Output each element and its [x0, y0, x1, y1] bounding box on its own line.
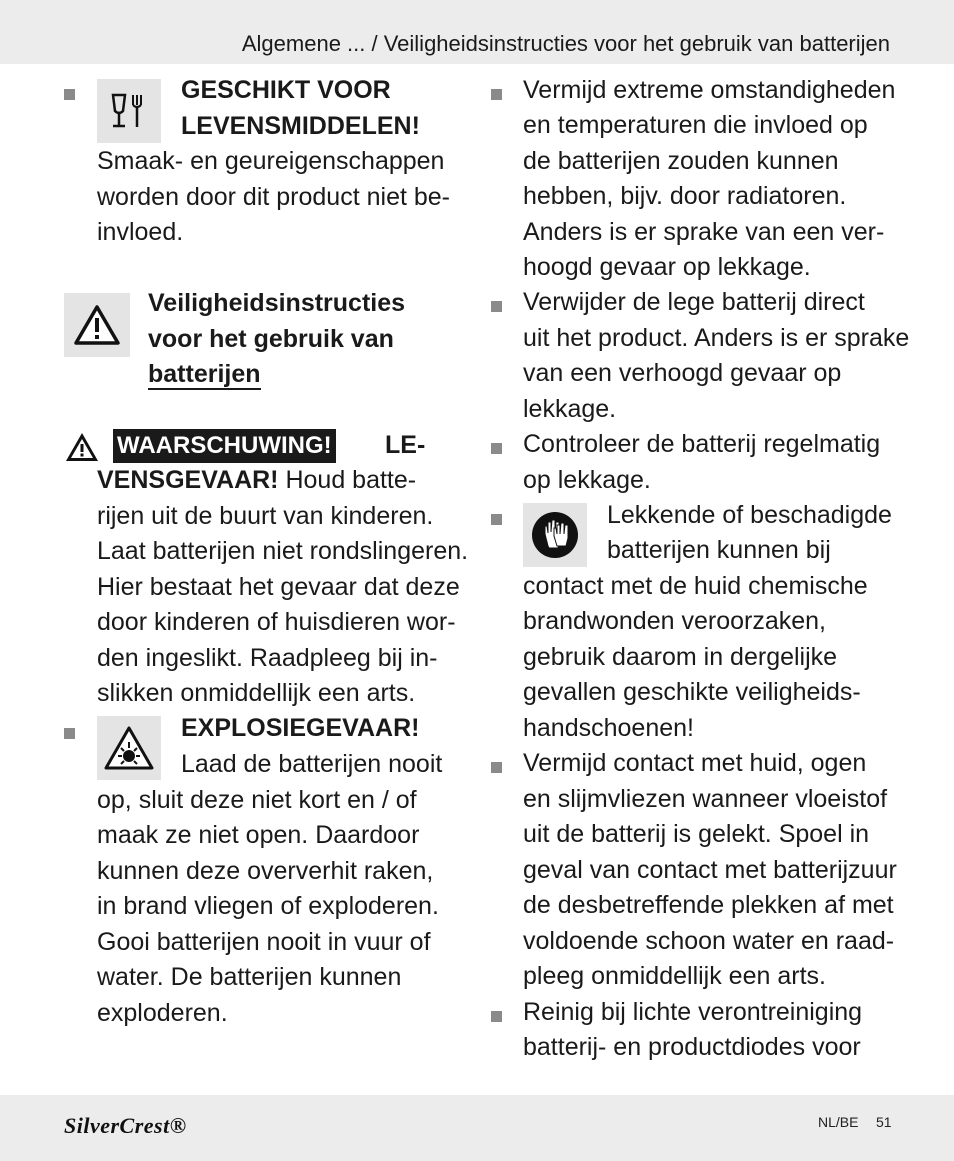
list-item-line: batterijen kunnen bij	[607, 536, 831, 564]
section-title-line: Veiligheidsinstructies	[148, 289, 406, 317]
list-item-line: Reinig bij lichte verontreiniging	[523, 998, 863, 1026]
list-item-line: de batterijen zouden kunnen	[523, 147, 839, 175]
explosion-body-line: op, sluit deze niet kort en / of	[97, 786, 417, 814]
list-item-line: de desbetreffende plekken af met	[523, 891, 894, 919]
bullet	[64, 728, 75, 739]
warning-line-tail: LE-	[385, 431, 426, 459]
bullet	[491, 762, 502, 773]
food-safe-title-line: GESCHIKT VOOR	[181, 76, 391, 104]
explosion-body-line: maak ze niet open. Daardoor	[97, 821, 420, 849]
list-item-line: contact met de huid chemische	[523, 572, 868, 600]
bullet	[491, 301, 502, 312]
list-item-line: batterij- en productdiodes voor	[523, 1033, 861, 1061]
page-number: 51	[876, 1114, 892, 1130]
explosion-body-line: water. De batterijen kunnen	[97, 963, 402, 991]
list-item-line: uit de batterij is gelekt. Spoel in	[523, 820, 870, 848]
list-item-line: Lekkende of beschadigde	[607, 501, 892, 529]
bullet	[64, 89, 75, 100]
list-item-line: geval van contact met batterijzuur	[523, 856, 897, 884]
language-code: NL/BE	[818, 1114, 859, 1130]
warning-body-line: rijen uit de buurt van kinderen.	[97, 502, 434, 530]
list-item-line: brandwonden veroorzaken,	[523, 607, 826, 635]
warning-label: WAARSCHUWING!	[113, 429, 336, 463]
explosion-body-line: exploderen.	[97, 999, 228, 1027]
list-item-line: Anders is er sprake van een ver-	[523, 218, 885, 246]
explosion-body-line: Gooi batterijen nooit in vuur of	[97, 928, 431, 956]
list-item-line: Verwijder de lege batterij direct	[523, 288, 865, 316]
list-item-line: en temperaturen die invloed op	[523, 111, 868, 139]
list-item-line: hoogd gevaar op lekkage.	[523, 253, 811, 281]
list-item-line: lekkage.	[523, 395, 617, 423]
explosion-body-line: in brand vliegen of exploderen.	[97, 892, 439, 920]
food-safe-icon	[97, 79, 161, 143]
bullet	[491, 443, 502, 454]
list-item-line: voldoende schoon water en raad-	[523, 927, 895, 955]
warning-body-line: slikken onmiddellijk een arts.	[97, 679, 416, 707]
list-item-line: uit het product. Anders is er sprake	[523, 324, 910, 352]
warning-line: VENSGEVAAR! Houd batte-	[97, 466, 417, 494]
warning-triangle-icon	[64, 293, 130, 357]
list-item-line: op lekkage.	[523, 466, 651, 494]
list-item-line: Controleer de batterij regelmatig	[523, 430, 881, 458]
list-item-line: gebruik daarom in dergelijke	[523, 643, 838, 671]
food-safe-title-line: LEVENSMIDDELEN!	[181, 112, 420, 140]
food-safe-body-line: Smaak- en geureigenschappen	[97, 147, 445, 175]
breadcrumb: Algemene ... / Veiligheidsinstructies voor het gebruik van batterijen	[241, 31, 890, 56]
list-item-line: en slijmvliezen wanneer vloeistof	[523, 785, 888, 813]
explosion-hazard-icon	[97, 716, 161, 780]
warning-body-line: Laat batterijen niet rondslingeren.	[97, 537, 469, 565]
bullet	[491, 89, 502, 100]
bullet	[491, 1011, 502, 1022]
explosion-first-line: Laad de batterijen nooit	[181, 750, 443, 778]
list-item-line: gevallen geschikte veiligheids-	[523, 678, 861, 706]
section-title-line: batterijen	[148, 360, 261, 388]
warning-body-line: door kinderen of huisdieren wor-	[97, 608, 456, 636]
warning-triangle-icon	[64, 431, 100, 463]
explosion-body-line: kunnen deze oververhit raken,	[97, 857, 434, 885]
section-title-line: voor het gebruik van	[148, 325, 394, 353]
list-item-line: pleeg onmiddellijk een arts.	[523, 962, 826, 990]
warning-body-line: Hier bestaat het gevaar dat deze	[97, 573, 460, 601]
list-item-line: van een verhoogd gevaar op	[523, 359, 842, 387]
brand-logo: SilverCrest®	[64, 1113, 187, 1138]
bullet	[491, 514, 502, 525]
food-safe-body-line: worden door dit product niet be-	[97, 183, 450, 211]
protective-gloves-icon	[523, 503, 587, 567]
explosion-title: EXPLOSIEGEVAAR!	[181, 714, 420, 742]
list-item-line: Vermijd extreme omstandigheden	[523, 76, 896, 104]
list-item-line: Vermijd contact met huid, ogen	[523, 749, 867, 777]
warning-body-line: den ingeslikt. Raadpleeg bij in-	[97, 644, 438, 672]
list-item-line: hebben, bijv. door radiatoren.	[523, 182, 847, 210]
list-item-line: handschoenen!	[523, 714, 694, 742]
food-safe-body-line: invloed.	[97, 218, 184, 246]
